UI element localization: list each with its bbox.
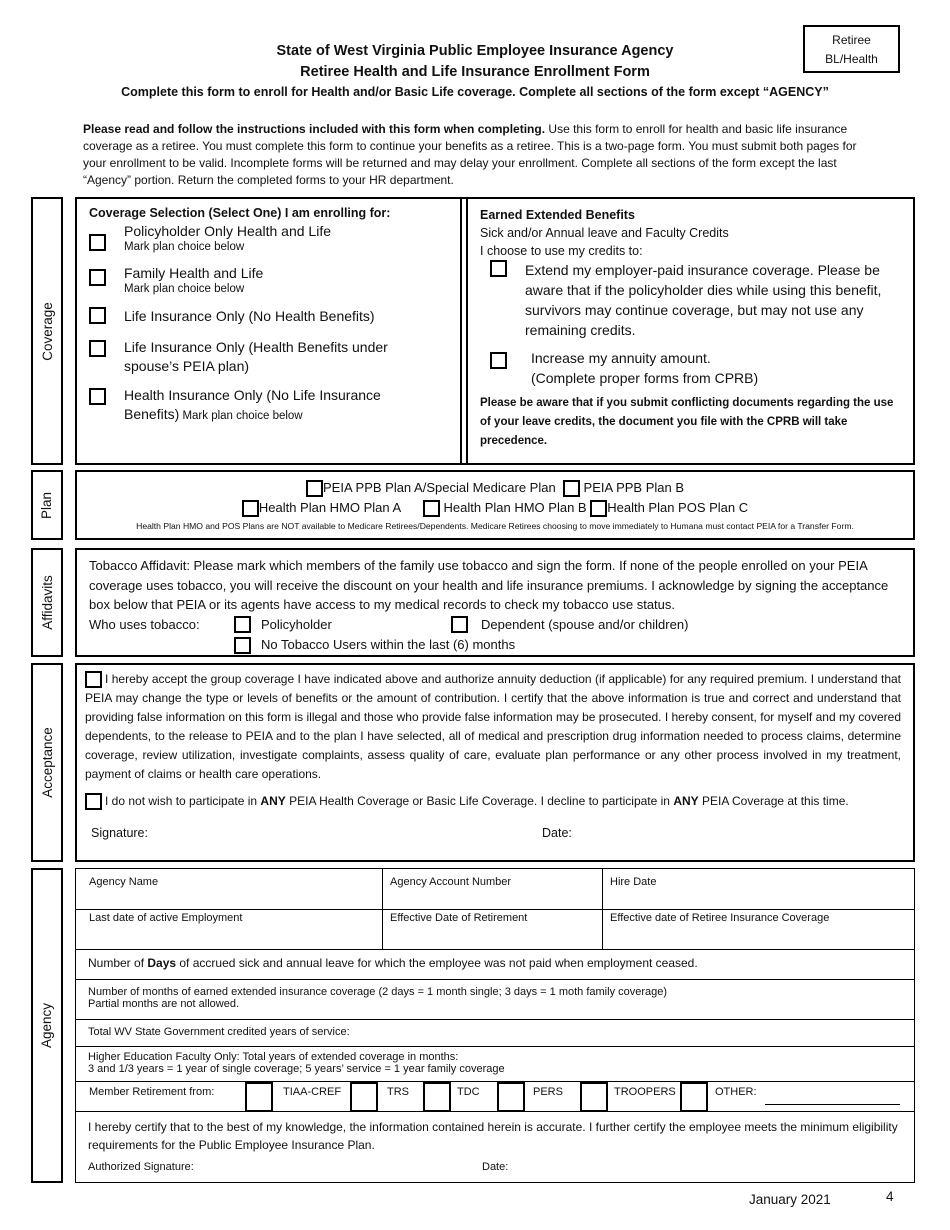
leave-days-field[interactable]: Number of Days of accrued sick and annual leave for which the employee was not paid when employment ceased.: [75, 950, 915, 980]
form-code-line1: Retiree: [832, 33, 871, 47]
member-retirement-label: Member Retirement from:: [89, 1086, 215, 1098]
footer-date: January 2021: [749, 1192, 831, 1207]
pers-label: PERS: [533, 1086, 563, 1098]
form-subtitle: Complete this form to enroll for Health and/or Basic Life coverage. Complete all sections of the form except “AGENCY”: [121, 85, 829, 99]
earned-extended-benefits: [466, 199, 913, 463]
coverage-date-field[interactable]: Effective date of Retiree Insurance Coverage: [610, 912, 830, 924]
earned-warning: Please be aware that if you submit conflicting documents regarding the use of your leave credits, the document you file with the CPRB will take precedence.: [480, 397, 894, 447]
years-service-field[interactable]: Total WV State Government credited years of service:: [75, 1020, 915, 1047]
certify-text: I hereby certify that to the best of my knowledge, the information contained herein is accurate. I further certify the employee meets the minimum eligibility requirements for the Public Employee Insurance Plan.: [88, 1120, 898, 1152]
earned-line2: I choose to use my credits to:: [480, 244, 643, 258]
form-title: Retiree Health and Life Insurance Enrollment Form: [300, 64, 650, 80]
instructions: [83, 121, 883, 189]
checkbox-dependent[interactable]: [451, 616, 468, 633]
checkbox[interactable]: [89, 269, 106, 286]
plan-hmo-b[interactable]: Health Plan HMO Plan B: [443, 500, 587, 516]
earned-option-extend[interactable]: Extend my employer-paid insurance coverage. Please be aware that if the policyholder dies while using this benefit, survivors may continue coverage, but may not use any remaining credits.: [480, 260, 901, 340]
section-label-plan: Plan: [31, 470, 63, 540]
plan-section: [75, 470, 915, 540]
plan-hmo-a[interactable]: Health Plan HMO Plan A: [258, 500, 402, 516]
agency-section: [75, 868, 915, 1183]
plan-ppb-b[interactable]: PEIA PPB Plan B: [583, 480, 684, 495]
checkbox[interactable]: [89, 388, 106, 405]
higher-ed-field[interactable]: Higher Education Faculty Only: Total years of extended coverage in months: 3 and 1/3 years = 1 year of single coverage; 5 years’ service = 1 year family coverage: [88, 1051, 505, 1075]
section-label-acceptance: Acceptance: [31, 663, 63, 862]
coverage-section: [75, 197, 915, 465]
no-tobacco-row: [89, 635, 901, 655]
no-tobacco-label: No Tobacco Users within the last (6) months: [261, 636, 516, 652]
other-input-line[interactable]: [765, 1104, 900, 1105]
form-code-line2: BL/Health: [825, 52, 878, 66]
checkbox[interactable]: [563, 480, 580, 497]
checkbox[interactable]: [89, 234, 106, 251]
coverage-option-life-spouse[interactable]: Life Insurance Only (Health Benefits under spouse’s PEIA plan): [89, 338, 448, 376]
earned-line1: Sick and/or Annual leave and Faculty Credits: [480, 226, 729, 240]
checkbox-decline[interactable]: [85, 793, 102, 810]
section-label-coverage: Coverage: [31, 197, 63, 465]
checkbox[interactable]: [490, 260, 507, 277]
coverage-heading: Coverage Selection (Select One) I am enrolling for:: [89, 206, 391, 220]
agency-row-1: [75, 868, 915, 910]
section-label-affidavits: Affidavits: [31, 548, 63, 657]
checkbox[interactable]: [89, 340, 106, 357]
tdc-label: TDC: [457, 1086, 480, 1098]
acceptance-section: [75, 663, 915, 862]
tobacco-row: [89, 615, 901, 635]
authorized-signature-label[interactable]: Authorized Signature:: [88, 1161, 194, 1173]
coverage-option-health-only[interactable]: Health Insurance Only (No Life Insurance Benefits) Mark plan choice below: [89, 386, 448, 426]
section-label-agency: Agency: [31, 868, 63, 1183]
checkbox-troopers[interactable]: [580, 1082, 608, 1112]
checkbox[interactable]: [490, 352, 507, 369]
plan-ppb-a[interactable]: PEIA PPB Plan A/Special Medicare Plan: [323, 480, 556, 495]
checkbox[interactable]: [89, 307, 106, 324]
agency-account-field[interactable]: Agency Account Number: [390, 876, 512, 888]
checkbox[interactable]: [242, 500, 259, 517]
accept-text: I hereby accept the group coverage I have indicated above and authorize annuity deduction (if applicable) for any required premium. I understand that PEIA may change the type or levels of benefits or the amount of contribution. I certify that the above information is true and correct and understand that providing false information on this form is illegal and those who provide false information may be prosecuted. I hereby consent, for myself and my covered dependents, to the release to PEIA and to the plan I have selected, all of medical and prescription drug information needed to process claims, determine coverage, review utilization, investigate complaints, assess quality of care, evaluate plan performance or any other process involved in my treatment, payment of claims or health care operations.: [85, 672, 901, 781]
signature-label[interactable]: Signature:: [91, 826, 148, 840]
plan-note: Health Plan HMO and POS Plans are NOT available to Medicare Retirees/Dependents. Medicare Retirees choosing to move immediately to Humana must contact PEIA for a Transfer Form.: [136, 521, 854, 532]
plan-row-1: [77, 480, 913, 497]
agency-name-field[interactable]: Agency Name: [89, 876, 159, 888]
dependent-label: Dependent (spouse and/or children): [481, 616, 689, 632]
last-employment-date-field[interactable]: Last date of active Employment: [89, 912, 243, 924]
extended-months-field[interactable]: Number of months of earned extended insurance coverage (2 days = 1 month single; 3 days = 1 moth family coverage) Partial months are not allowed.: [75, 980, 915, 1020]
coverage-option-family[interactable]: Family Health and Life Mark plan choice below: [89, 264, 448, 295]
date-label[interactable]: Date:: [542, 826, 572, 840]
plan-row-2: [77, 500, 913, 517]
checkbox-tdc[interactable]: [423, 1082, 451, 1112]
plan-pos-c[interactable]: Health Plan POS Plan C: [607, 500, 749, 516]
checkbox-pers[interactable]: [497, 1082, 525, 1112]
affidavit-text: Tobacco Affidavit: Please mark which members of the family use tobacco and sign the form. If none of the people enrolled on your PEIA coverage uses tobacco, you will receive the discount on your health and life insurance premiums. I acknowledge by signing the acceptance box below that PEIA or its agents have access to my medical records to check my tobacco use status.: [89, 558, 889, 612]
instructions-bold: Please read and follow the instructions included with this form when completing.: [83, 122, 546, 136]
hire-date-field[interactable]: Hire Date: [610, 876, 657, 888]
other-label: OTHER:: [715, 1086, 757, 1098]
form-agency-title: State of West Virginia Public Employee Insurance Agency: [276, 43, 674, 59]
decline-text: I do not wish to participate in ANY PEIA Health Coverage or Basic Life Coverage. I decline to participate in ANY PEIA Coverage at this time.: [105, 794, 849, 808]
tiaa-cref-label: TIAA-CREF: [283, 1086, 342, 1098]
page-number: 4: [886, 1189, 894, 1204]
affidavit-section: [75, 548, 915, 657]
checkbox-no-tobacco[interactable]: [234, 637, 251, 654]
checkbox[interactable]: [306, 480, 323, 497]
checkbox-policyholder[interactable]: [234, 616, 251, 633]
trs-label: TRS: [387, 1086, 409, 1098]
instructions-text: Use this form to enroll for health and basic life insurance coverage as a retiree. You must complete this form to continue your benefits as a retiree. This is a two-page form. You must submit both pages for your enrollment to be valid. Incomplete forms will be returned and may delay your enrollment. Complete all sections of the form except the last “Agency” portion. Return the completed forms to your HR department.: [83, 122, 857, 187]
checkbox-other[interactable]: [680, 1082, 708, 1112]
policyholder-label: Policyholder: [261, 616, 332, 632]
checkbox[interactable]: [423, 500, 440, 517]
checkbox-tiaa-cref[interactable]: [245, 1082, 273, 1112]
coverage-selection: [77, 199, 462, 463]
troopers-label: TROOPERS: [614, 1086, 676, 1098]
agency-date-label[interactable]: Date:: [482, 1161, 509, 1173]
checkbox-trs[interactable]: [350, 1082, 378, 1112]
who-uses-tobacco-label: Who uses tobacco:: [89, 616, 200, 632]
coverage-option-policyholder[interactable]: Policyholder Only Health and Life Mark plan choice below: [89, 222, 448, 253]
earned-option-annuity[interactable]: Increase my annuity amount. (Complete proper forms from CPRB): [480, 348, 901, 388]
checkbox-accept[interactable]: [85, 671, 102, 688]
earned-heading: Earned Extended Benefits: [480, 208, 635, 222]
retirement-date-field[interactable]: Effective Date of Retirement: [390, 912, 528, 924]
agency-row-2: [75, 910, 915, 950]
coverage-option-life-only[interactable]: Life Insurance Only (No Health Benefits): [89, 307, 448, 326]
member-retirement-row: [75, 1081, 915, 1112]
checkbox[interactable]: [590, 500, 607, 517]
